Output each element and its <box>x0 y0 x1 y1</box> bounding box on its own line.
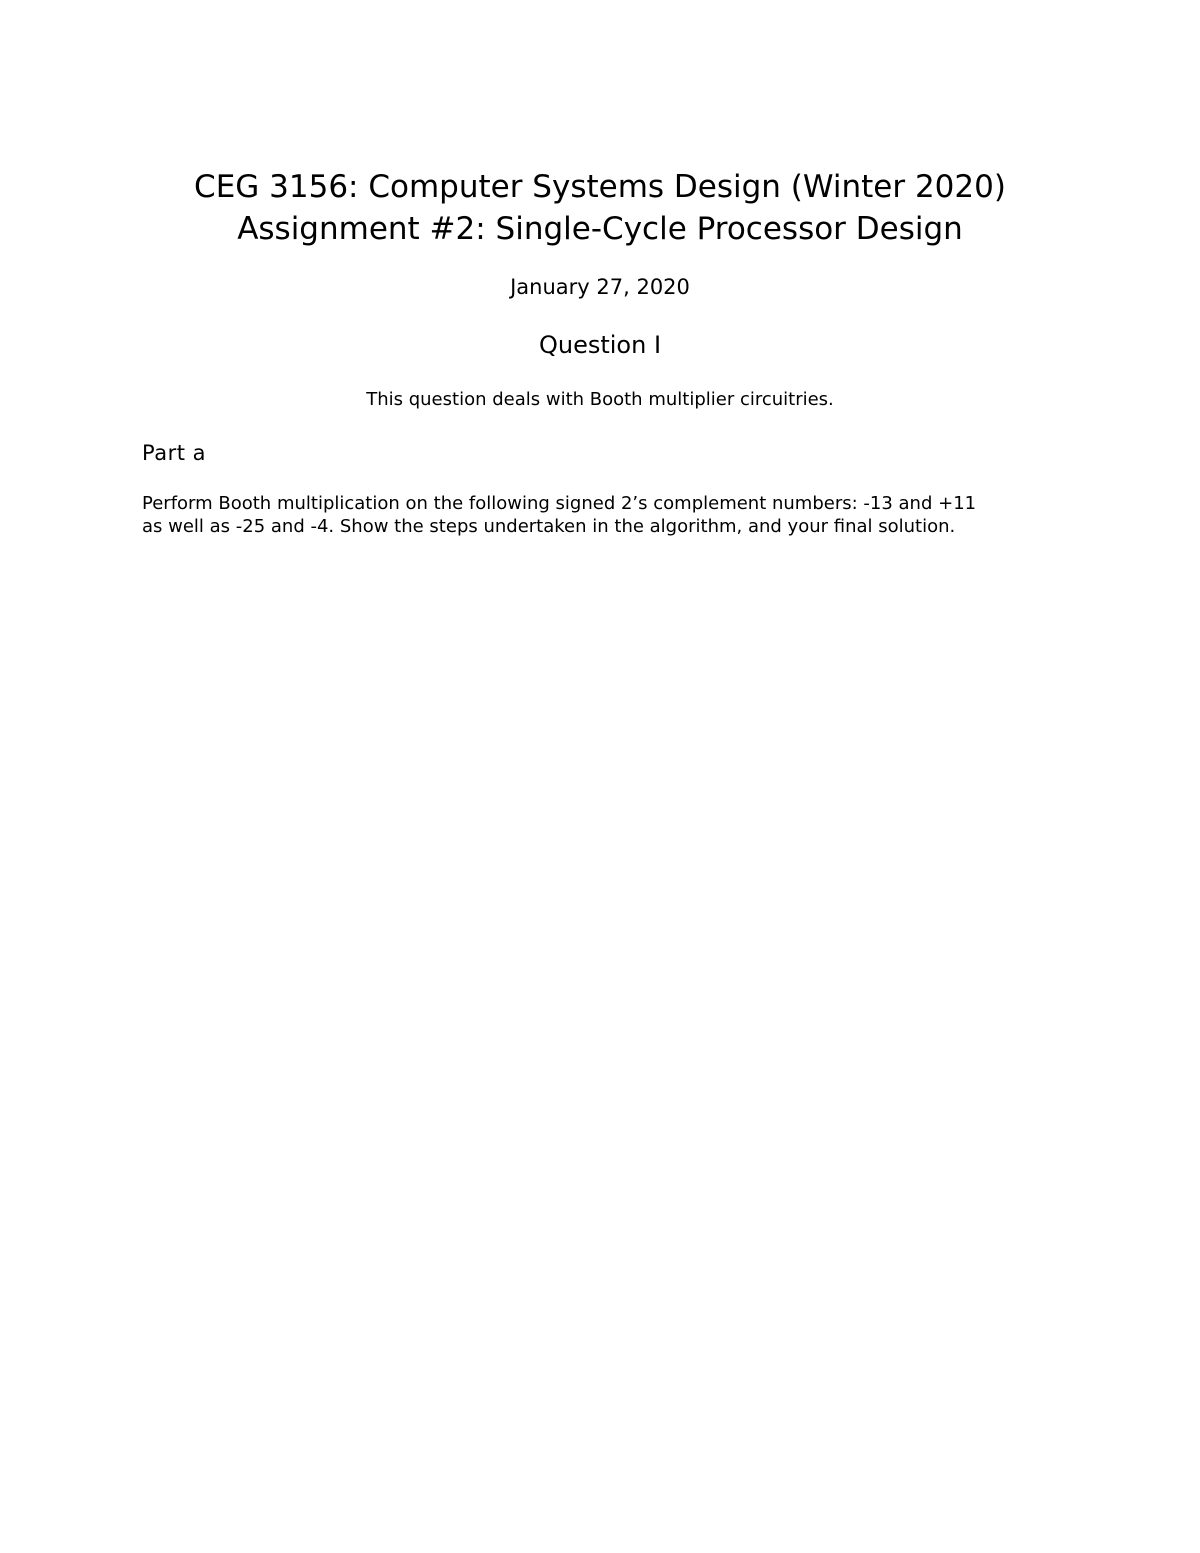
part-a-paragraph <box>142 492 1072 538</box>
document-title <box>0 166 1200 250</box>
question-heading: Question I <box>538 331 662 359</box>
paragraph-line: as well as -25 and -4. Show the steps undertaken in the algorithm, and your final solution. <box>142 516 956 537</box>
document-date: January 27, 2020 <box>510 275 690 299</box>
paragraph-line: Perform Booth multiplication on the following signed 2’s complement numbers: -13 and +11 <box>142 493 977 514</box>
assignment-title: Assignment #2: Single-Cycle Processor Design <box>237 211 963 247</box>
part-heading: Part a <box>142 441 207 465</box>
question-intro: This question deals with Booth multiplier circuitries. <box>366 389 834 410</box>
course-title: CEG 3156: Computer Systems Design (Winter 2020) <box>194 169 1006 205</box>
